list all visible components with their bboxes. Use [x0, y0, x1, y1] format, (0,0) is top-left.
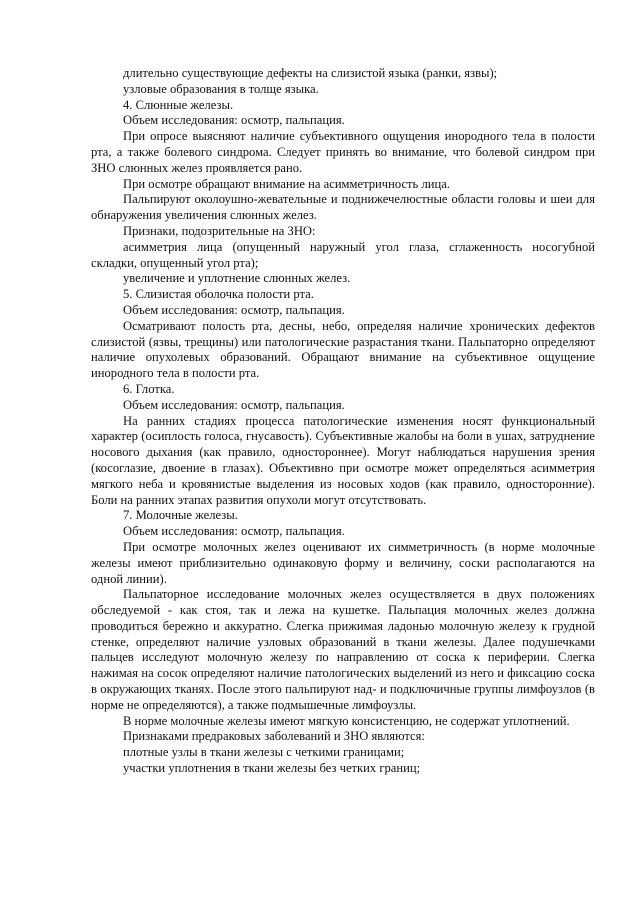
paragraph-7: Пальпируют околоушно-жевательные и поднижечелюстные области головы и шеи для обнаружения увеличения слюнных желез. [91, 192, 595, 223]
paragraph-4: Объем исследования: осмотр, пальпация. [123, 113, 345, 128]
paragraph-15: Объем исследования: осмотр, пальпация. [123, 397, 345, 412]
paragraph-2: узловые образования в толще языка. [123, 81, 319, 96]
paragraph-6: При осмотре обращают внимание на асимметричность лица. [123, 176, 450, 191]
paragraph-20: Пальпаторное исследование молочных желез осуществляется в двух положениях обследуемой - как стоя, так и лежа на кушетке. Пальпация молочных желез должна проводиться бережно и аккуратно. Слегка прижимая ладонью молочную железу к грудной стенке, определяют наличие узловых образований в ткани железы. Далее подушечками пальцев исследуют молочную железу по направлению от соска к периферии. Слегка нажимая на сосок определяют наличие патологических выделений из него и фиксацию соска в окружающих тканях. После этого пальпируют над- и подключичные группы лимфоузлов (в норме не определяются), а также подмышечные лимфоузлы. [91, 587, 595, 712]
paragraph-8: Признаки, подозрительные на ЗНО: [123, 223, 316, 238]
paragraph-22: Признаками предраковых заболеваний и ЗНО являются: [123, 729, 425, 744]
paragraph-10: увеличение и уплотнение слюнных желез. [123, 271, 351, 286]
paragraph-13: Осматривают полость рта, десны, небо, определяя наличие хронических дефектов слизистой (язвы, трещины) или патологические разрастания ткани. Пальпаторно определяют наличие опухолевых образований. Обращают внимание на субъективное ощущение инородного тела в полости рта. [91, 318, 595, 381]
paragraph-18: Объем исследования: осмотр, пальпация. [123, 524, 345, 539]
paragraph-12: Объем исследования: осмотр, пальпация. [123, 302, 345, 317]
paragraph-1: длительно существующие дефекты на слизистой языка (ранки, язвы); [123, 66, 498, 80]
section-heading-mammary-glands: 7. Молочные железы. [123, 508, 238, 523]
section-heading-oral-mucosa: 5. Слизистая оболочка полости рта. [123, 287, 314, 302]
paragraph-9: асимметрия лица (опущенный наружный угол глаза, сглаженность носогубной складки, опущенный угол рта); [91, 239, 595, 270]
paragraph-23: плотные узлы в ткани железы с четкими границами; [123, 745, 405, 760]
paragraph-16: На ранних стадиях процесса патологические изменения носят функциональный характер (осиплость голоса, гнусавость). Субъективные жалобы на боли в ушах, затруднение носового дыхания (как правило, одностороннее). Могут наблюдаться нарушения зрения (косоглазие, двоение в глазах). Объективно при осмотре может определяться асимметрия мягкого неба и кровянистые выделения из носовых ходов (как правило, односторонние). Боли на ранних этапах развития опухоли могут отсутствовать. [91, 413, 595, 507]
paragraph-19: При осмотре молочных желез оценивают их симметричность (в норме молочные железы имеют приблизительно одинаковую форму и величину, соски располагаются на одной линии). [91, 539, 595, 586]
section-heading-salivary-glands: 4. Слюнные железы. [123, 97, 234, 112]
paragraph-21: В норме молочные железы имеют мягкую консистенцию, не содержат уплотнений. [123, 713, 570, 728]
section-heading-pharynx: 6. Глотка. [123, 381, 175, 396]
paragraph-24: участки уплотнения в ткани железы без четких границ; [123, 761, 421, 776]
paragraph-5: При опросе выясняют наличие субъективного ощущения инородного тела в полости рта, а также болевого синдрома. Следует принять во внимание, что болевой синдром при ЗНО слюнных желез проявляется рано. [91, 129, 595, 175]
document-page [91, 66, 595, 777]
